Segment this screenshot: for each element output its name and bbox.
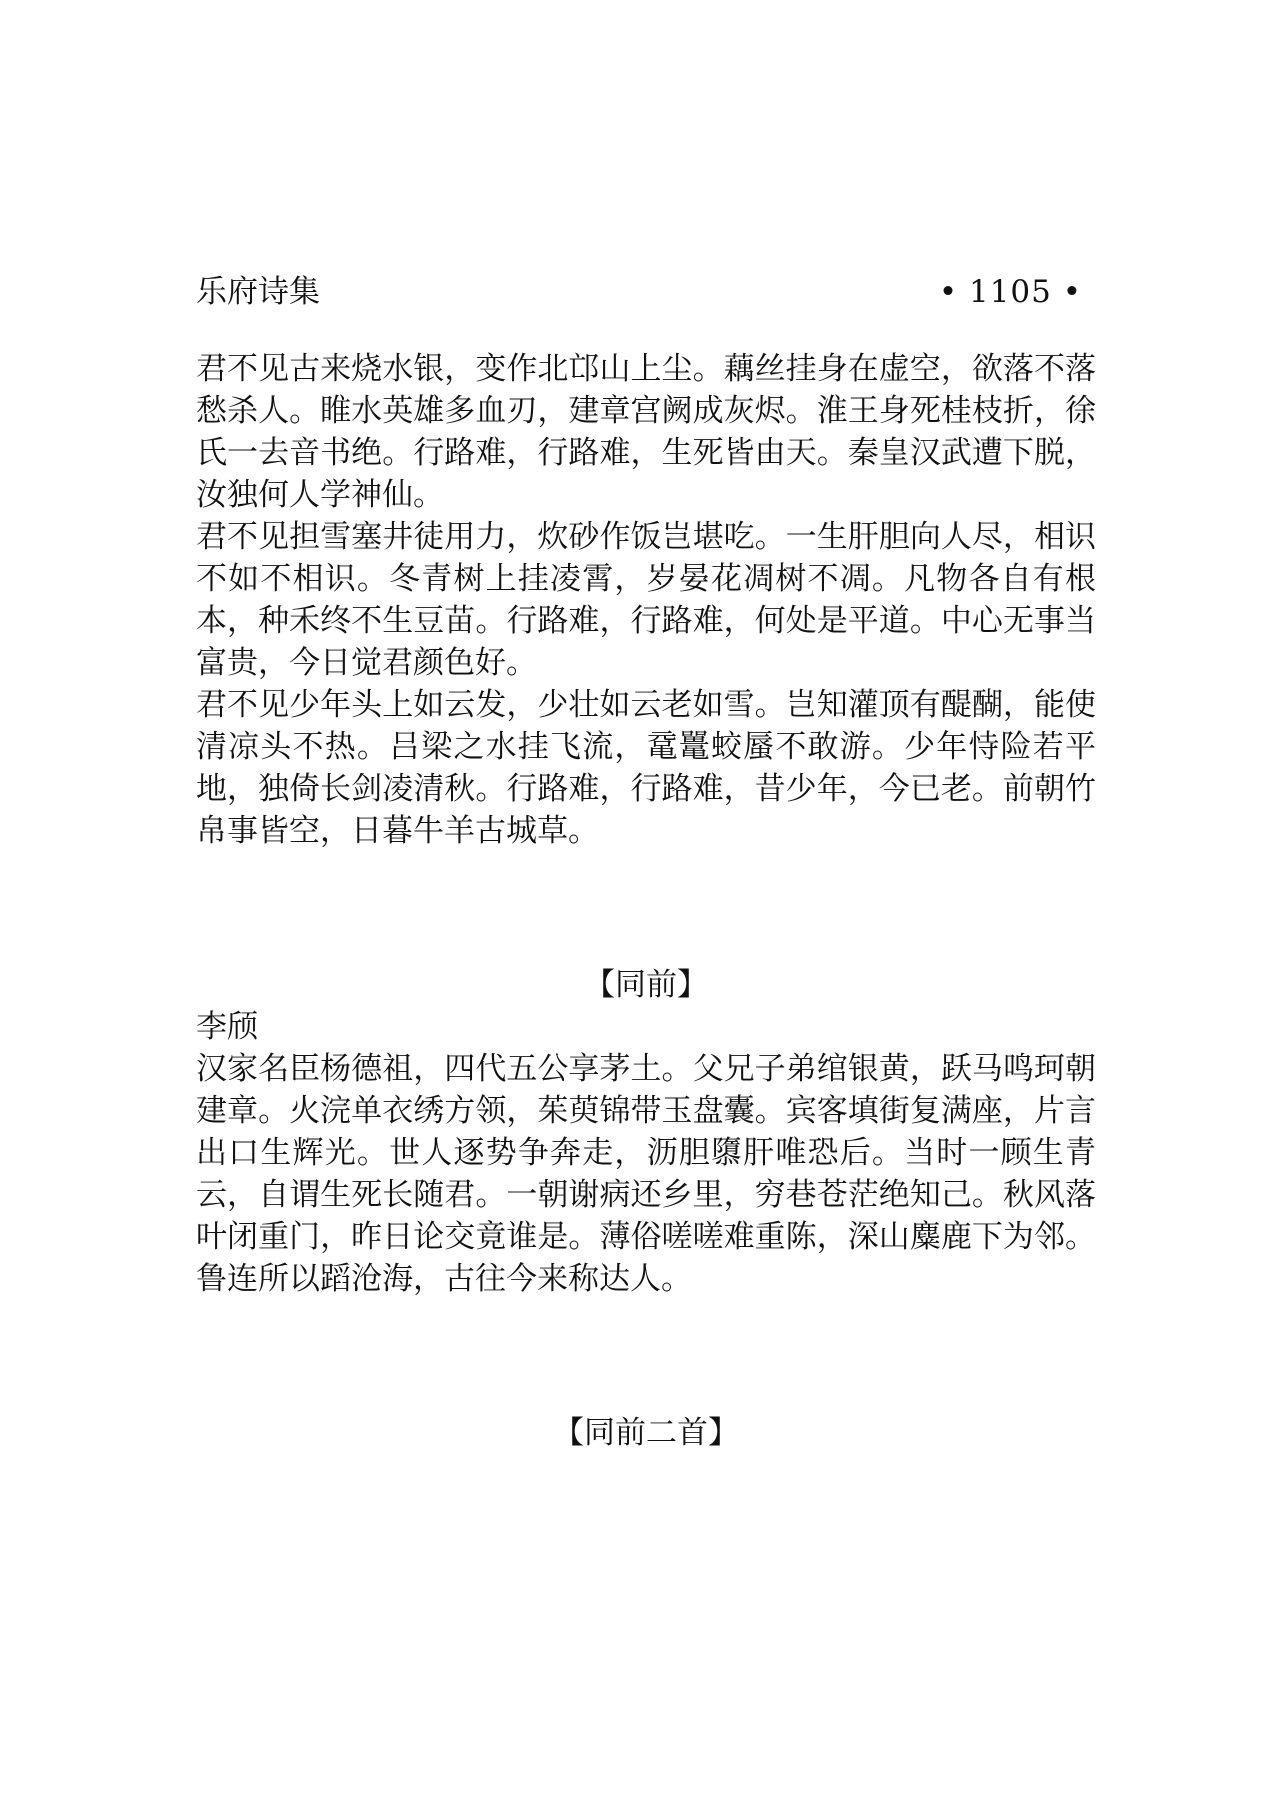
document-page <box>196 266 1096 1454</box>
poem-stanza: 君不见古来烧水银，变作北邙山上尘。藕丝挂身在虚空，欲落不落愁杀人。睢水英雄多血刃，建章宫阙成灰烬。淮王身死桂枝折，徐氏一去音书绝。行路难，行路难，生死皆由天。秦皇汉武遭下脱，汝独何人学神仙。 <box>196 351 1096 513</box>
poem-section-3 <box>196 1412 1096 1454</box>
page-number: • 1105 • <box>938 274 1082 310</box>
poem-stanza: 汉家名臣杨德祖，四代五公享茅土。父兄子弟绾银黄，跃马鸣珂朝建章。火浣单衣绣方领，茱萸锦带玉盘囊。宾客填街复满座，片言出口生辉光。世人逐势争奔走，沥胆隳肝唯恐后。当时一顾生青云，自谓生死长随君。一朝谢病还乡里，穷巷苍茫绝知己。秋风落叶闭重门，昨日论交竟谁是。薄俗嗟嗟难重陈，深山麋鹿下为邻。鲁连所以蹈沧海，古往今来称达人。 <box>196 1051 1096 1297</box>
poem-section-2 <box>196 964 1096 1300</box>
book-title: 乐府诗集 <box>196 274 320 310</box>
poem-stanza: 君不见少年头上如云发，少壮如云老如雪。岂知灌顶有醍醐，能使清凉头不热。吕梁之水挂飞流，鼋鼍蛟蜃不敢游。少年恃险若平地，独倚长剑凌清秋。行路难，行路难，昔少年，今已老。前朝竹帛事皆空，日暮牛羊古城草。 <box>196 687 1096 849</box>
section-heading: 【同前二首】 <box>553 1415 739 1451</box>
running-header <box>196 266 1096 318</box>
author-name: 李颀 <box>196 1009 258 1045</box>
section-heading: 【同前】 <box>584 967 708 1003</box>
poem-section-1 <box>196 348 1096 852</box>
poem-stanza: 君不见担雪塞井徒用力，炊砂作饭岂堪吃。一生肝胆向人尽，相识不如不相识。冬青树上挂凌霄，岁晏花凋树不凋。凡物各自有根本，种禾终不生豆苗。行路难，行路难，何处是平道。中心无事当富贵，今日觉君颜色好。 <box>196 519 1096 681</box>
